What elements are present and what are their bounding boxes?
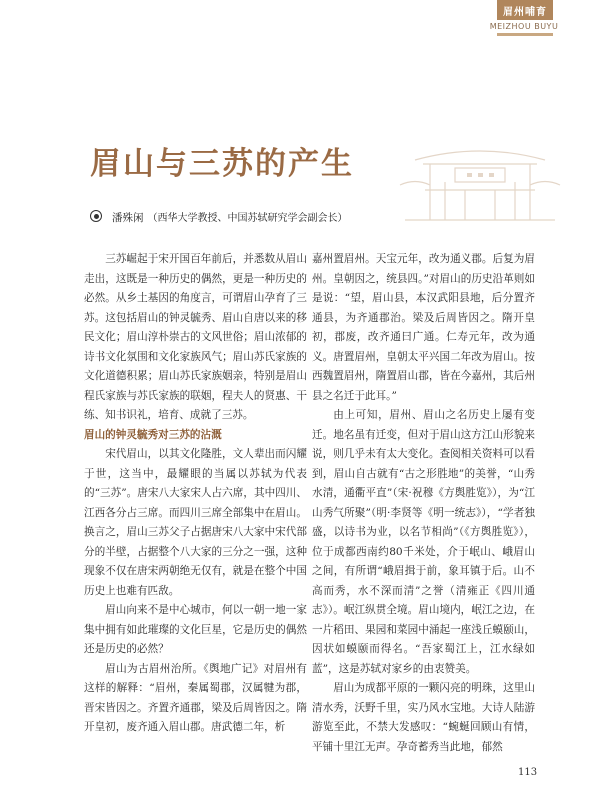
author-line: [90, 209, 348, 225]
page-number: 113: [518, 767, 538, 778]
left-column: [84, 250, 307, 738]
paragraph: 眉山为成都平原的一颗闪亮的明珠，这里山清水秀，沃野千里，实乃风水宝地。大诗人陆游游览至此，不禁大发感叹：“蜿蜒回顾山有情，平铺十里江无声。孕奇蓄秀当此地，郁然: [312, 682, 535, 753]
paragraph: 三苏崛起于宋开国百年前后，并悉数从眉山走出，这既是一种历史的偶然，更是一种历史的必然。从乡土基因的角度言，可谓眉山孕育了三苏。这包括眉山的钟灵毓秀、眉山自唐以来的移民文化；眉山淳朴崇古的文风世俗；眉山浓郁的诗书文化氛围和文化家族风气；眉山苏氏家族的文化道德积累；眉山苏氏家族姻亲，特别是眉山程氏家族与苏氏家族的联姻，程夫人的贤惠、干练、知书识礼，培育、成就了三苏。: [84, 253, 307, 421]
paragraph: 眉山为古眉州治所。《舆地广记》对眉州有这样的解释：“眉州，秦属蜀郡，汉属犍为郡，晋宋皆因之。齐置齐通郡，梁及后周皆因之。隋开皇初，废齐通入眉山郡。唐武德二年，析: [84, 662, 307, 733]
author-name: 潘殊闲: [112, 212, 144, 224]
section-title-en: MEIZHOU BUYU: [489, 22, 559, 31]
section-title-cn: 眉州哺育: [503, 7, 547, 18]
bullet-circle-icon: [90, 210, 102, 222]
author-affiliation: （西华大学教授、中国苏轼研究学会副会长）: [147, 213, 348, 224]
page-header: [0, 0, 594, 52]
paragraph: 嘉州置眉州。天宝元年，改为通义郡。后复为眉州。皇朝因之，统县四。”对眉山的历史沿革则如是说：“望，眉山县，本汉武阳县地，后分置齐通县，为齐通郡治。梁及后周皆因之。隋开皇初，郡废，改齐通曰广通。仁寿元年，改为通义。唐置眉州，皇朝太平兴国二年改为眉山。按西魏置眉州，隋置眉山郡，皆在今嘉州，其后州县之名迁于此耳。”: [312, 253, 535, 402]
section-subheading: 眉山的钟灵毓秀对三苏的沾溉: [84, 428, 222, 441]
article-title: 眉山与三苏的产生: [90, 146, 354, 182]
right-column: [312, 250, 535, 757]
paragraph: 由上可知，眉州、眉山之名历史上屡有变迁。地名虽有迁变，但对于眉山这方江山形貌来说，则几乎未有太大变化。查阅相关资料可以看到，眉山自古就有“古之形胜地”的美誉，“山秀水清，通衢平直”（宋·祝穆《方舆胜览》），为“江山秀气所聚”（明·李贤等《明一统志》），“学者独盛，以诗书为业，以名节相尚”（《方舆胜览》），位于成都西南约80千米处，介于岷山、峨眉山之间，有所谓“峨眉揖于前，象耳镇于后。山不高而秀，水不深而清”之誉（清雍正《四川通志》）。岷江纵贯全境。眉山境内，岷江之边，在一片稻田、果园和菜园中涌起一座浅丘蟆颐山，因状如蟆颐而得名。“吾家蜀江上，江水绿如蓝”，这是苏轼对家乡的由衷赞美。: [312, 409, 535, 675]
paragraph: 宋代眉山，以其文化隆胜，文人辈出而闪耀于世，这当中，最耀眼的当属以苏轼为代表的“三苏”。唐宋八大家宋人占六席，其中四川、江西各分占三席。而四川三席全部集中在眉山。换言之，眉山三苏父子占据唐宋八大家中宋代部分的半壁，占据整个八大家的三分之一强，这种现象不仅在唐宋两朝绝无仅有，就是在整个中国历史上也难有匹敌。: [84, 448, 307, 597]
temple-gate-illustration: [395, 130, 565, 230]
section-underline: [497, 33, 553, 36]
paragraph: 眉山向来不是中心城市，何以一朝一地一家集中拥有如此璀璨的文化巨星，它是历史的偶然还是历史的必然？: [84, 604, 307, 655]
